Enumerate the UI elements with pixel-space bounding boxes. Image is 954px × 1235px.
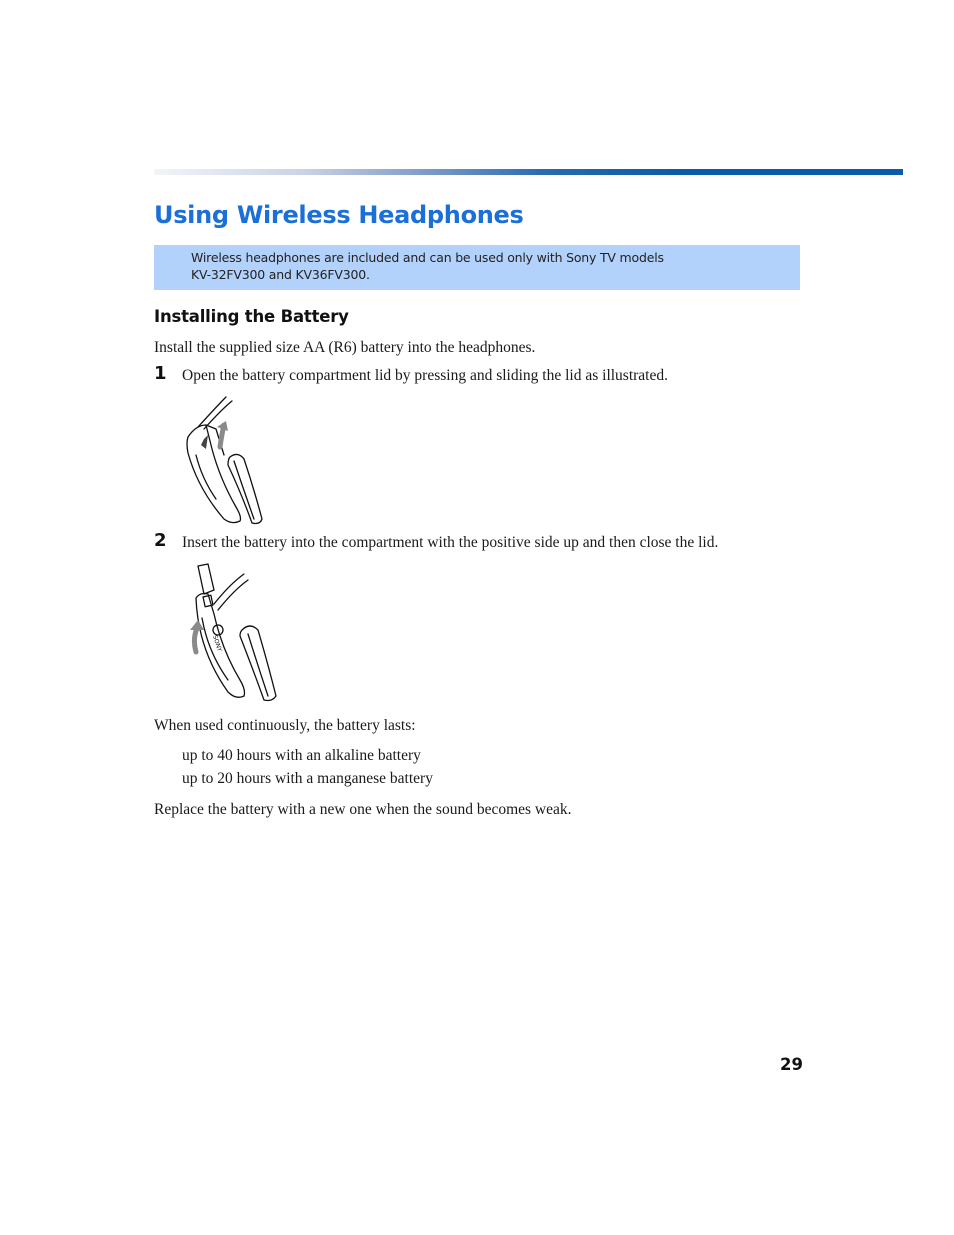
note-line-2: KV-32FV300 and KV36FV300. bbox=[191, 267, 370, 282]
section-intro: Install the supplied size AA (R6) battery into the headphones. bbox=[154, 339, 536, 356]
battery-item-manganese: up to 20 hours with a manganese battery bbox=[182, 770, 433, 787]
headphone-open-lid-illustration bbox=[184, 395, 266, 527]
brand-label: SONY bbox=[211, 634, 223, 653]
note-box bbox=[154, 245, 800, 290]
battery-closing: Replace the battery with a new one when the sound becomes weak. bbox=[154, 801, 572, 818]
page-number: 29 bbox=[780, 1055, 803, 1074]
step-2-number: 2 bbox=[154, 530, 167, 551]
note-line-1: Wireless headphones are included and can be used only with Sony TV models bbox=[191, 250, 664, 265]
battery-item-alkaline: up to 40 hours with an alkaline battery bbox=[182, 747, 421, 764]
step-1-text: Open the battery compartment lid by pressing and sliding the lid as illustrated. bbox=[182, 367, 668, 384]
step-1-number: 1 bbox=[154, 363, 167, 384]
step-2-text: Insert the battery into the compartment with the positive side up and then close the lid. bbox=[182, 534, 719, 551]
header-rule bbox=[154, 169, 903, 175]
battery-lead: When used continuously, the battery lasts: bbox=[154, 717, 416, 734]
page-title: Using Wireless Headphones bbox=[154, 201, 524, 229]
headphone-insert-battery-illustration bbox=[184, 560, 280, 704]
section-heading: Installing the Battery bbox=[154, 307, 349, 326]
